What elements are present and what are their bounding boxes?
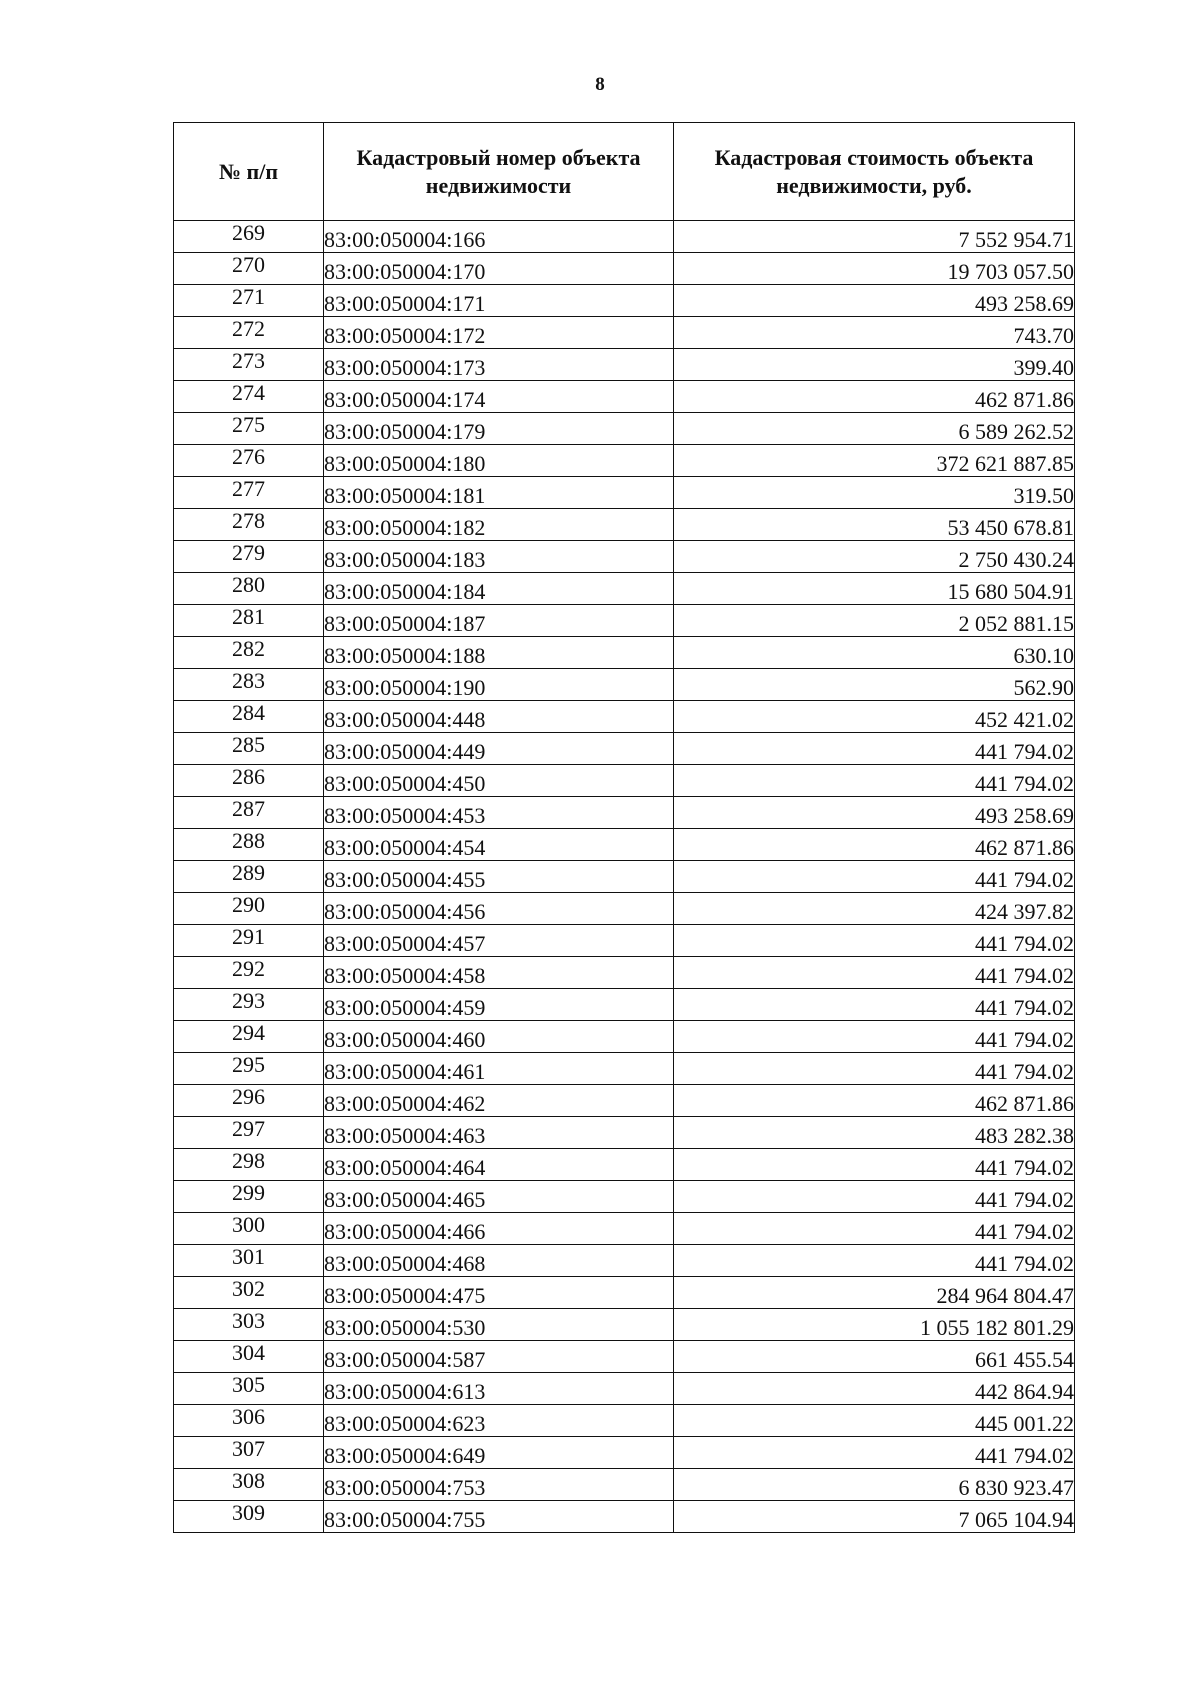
- page-number: 8: [595, 74, 605, 95]
- cadastral-number: 83:00:050004:623: [324, 1405, 674, 1437]
- cadastral-number: 83:00:050004:166: [324, 221, 674, 253]
- row-number: 275: [174, 413, 324, 445]
- cadastral-number: 83:00:050004:188: [324, 637, 674, 669]
- cadastral-number: 83:00:050004:172: [324, 317, 674, 349]
- row-number: 274: [174, 381, 324, 413]
- row-number: 281: [174, 605, 324, 637]
- table-row: [174, 445, 1075, 477]
- cadastral-value: 441 794.02: [674, 765, 1075, 797]
- table-row: [174, 797, 1075, 829]
- row-number: 302: [174, 1277, 324, 1309]
- cadastral-value: 15 680 504.91: [674, 573, 1075, 605]
- cadastral-number: 83:00:050004:183: [324, 541, 674, 573]
- cadastral-value: 1 055 182 801.29: [674, 1309, 1075, 1341]
- cadastral-value: 19 703 057.50: [674, 253, 1075, 285]
- table-row: [174, 733, 1075, 765]
- cadastral-number: 83:00:050004:457: [324, 925, 674, 957]
- cadastral-value: 319.50: [674, 477, 1075, 509]
- cadastral-number: 83:00:050004:181: [324, 477, 674, 509]
- table-row: [174, 1149, 1075, 1181]
- table-row: [174, 349, 1075, 381]
- table-row: [174, 381, 1075, 413]
- cadastral-value: 284 964 804.47: [674, 1277, 1075, 1309]
- table-row: [174, 509, 1075, 541]
- cadastral-value: 424 397.82: [674, 893, 1075, 925]
- row-number: 301: [174, 1245, 324, 1277]
- row-number: 287: [174, 797, 324, 829]
- table-row: [174, 605, 1075, 637]
- cadastral-number: 83:00:050004:530: [324, 1309, 674, 1341]
- cadastral-value: 493 258.69: [674, 797, 1075, 829]
- cadastral-value: 441 794.02: [674, 1437, 1075, 1469]
- header-row: [174, 123, 1075, 221]
- table-row: [174, 1501, 1075, 1533]
- cadastral-number: 83:00:050004:463: [324, 1117, 674, 1149]
- row-number: 273: [174, 349, 324, 381]
- cadastral-number: 83:00:050004:465: [324, 1181, 674, 1213]
- table-row: [174, 701, 1075, 733]
- table-row: [174, 1181, 1075, 1213]
- table-row: [174, 957, 1075, 989]
- cadastral-number: 83:00:050004:187: [324, 605, 674, 637]
- cadastral-number: 83:00:050004:449: [324, 733, 674, 765]
- cadastral-number: 83:00:050004:170: [324, 253, 674, 285]
- cadastral-number: 83:00:050004:179: [324, 413, 674, 445]
- cadastral-value: 441 794.02: [674, 1213, 1075, 1245]
- table-row: [174, 285, 1075, 317]
- cadastral-number: 83:00:050004:453: [324, 797, 674, 829]
- row-number: 309: [174, 1501, 324, 1533]
- table-row: [174, 1341, 1075, 1373]
- cadastral-value: 442 864.94: [674, 1373, 1075, 1405]
- table-row: [174, 861, 1075, 893]
- table-row: [174, 1085, 1075, 1117]
- cadastral-number: 83:00:050004:462: [324, 1085, 674, 1117]
- cadastral-value: 441 794.02: [674, 1021, 1075, 1053]
- table-row: [174, 1117, 1075, 1149]
- cadastral-value: 441 794.02: [674, 861, 1075, 893]
- row-number: 289: [174, 861, 324, 893]
- table-header: [174, 123, 1075, 221]
- cadastral-value: 7 552 954.71: [674, 221, 1075, 253]
- header-row-number: № п/п: [174, 123, 324, 221]
- cadastral-number: 83:00:050004:613: [324, 1373, 674, 1405]
- cadastral-number: 83:00:050004:448: [324, 701, 674, 733]
- row-number: 306: [174, 1405, 324, 1437]
- table-row: [174, 413, 1075, 445]
- table-row: [174, 1245, 1075, 1277]
- cadastral-number: 83:00:050004:461: [324, 1053, 674, 1085]
- row-number: 296: [174, 1085, 324, 1117]
- cadastral-value-table: [173, 122, 1075, 1533]
- row-number: 303: [174, 1309, 324, 1341]
- row-number: 282: [174, 637, 324, 669]
- table-body: [174, 221, 1075, 1533]
- header-cadastral-value: Кадастровая стоимость объекта недвижимости, руб.: [674, 123, 1075, 221]
- table-row: [174, 669, 1075, 701]
- row-number: 308: [174, 1469, 324, 1501]
- row-number: 304: [174, 1341, 324, 1373]
- table-row: [174, 829, 1075, 861]
- row-number: 290: [174, 893, 324, 925]
- cadastral-value: 630.10: [674, 637, 1075, 669]
- cadastral-number: 83:00:050004:649: [324, 1437, 674, 1469]
- cadastral-value: 743.70: [674, 317, 1075, 349]
- cadastral-number: 83:00:050004:587: [324, 1341, 674, 1373]
- table-row: [174, 317, 1075, 349]
- table-row: [174, 989, 1075, 1021]
- cadastral-number: 83:00:050004:174: [324, 381, 674, 413]
- table-row: [174, 1437, 1075, 1469]
- cadastral-value: 441 794.02: [674, 957, 1075, 989]
- table-row: [174, 477, 1075, 509]
- row-number: 276: [174, 445, 324, 477]
- table-row: [174, 1309, 1075, 1341]
- row-number: 277: [174, 477, 324, 509]
- row-number: 294: [174, 1021, 324, 1053]
- cadastral-value: 441 794.02: [674, 733, 1075, 765]
- cadastral-number: 83:00:050004:182: [324, 509, 674, 541]
- cadastral-value: 2 750 430.24: [674, 541, 1075, 573]
- cadastral-value: 462 871.86: [674, 1085, 1075, 1117]
- table-row: [174, 1373, 1075, 1405]
- table-row: [174, 925, 1075, 957]
- row-number: 284: [174, 701, 324, 733]
- row-number: 279: [174, 541, 324, 573]
- cadastral-value: 441 794.02: [674, 1245, 1075, 1277]
- cadastral-number: 83:00:050004:475: [324, 1277, 674, 1309]
- table-row: [174, 1213, 1075, 1245]
- table-row: [174, 1021, 1075, 1053]
- cadastral-number: 83:00:050004:455: [324, 861, 674, 893]
- cadastral-value: 562.90: [674, 669, 1075, 701]
- header-cadastral-number: Кадастровый номер объекта недвижимости: [324, 123, 674, 221]
- cadastral-number: 83:00:050004:454: [324, 829, 674, 861]
- cadastral-number: 83:00:050004:459: [324, 989, 674, 1021]
- row-number: 272: [174, 317, 324, 349]
- row-number: 295: [174, 1053, 324, 1085]
- row-number: 299: [174, 1181, 324, 1213]
- cadastral-value: 452 421.02: [674, 701, 1075, 733]
- row-number: 293: [174, 989, 324, 1021]
- cadastral-value: 441 794.02: [674, 1181, 1075, 1213]
- table-row: [174, 1053, 1075, 1085]
- table-row: [174, 893, 1075, 925]
- row-number: 292: [174, 957, 324, 989]
- cadastral-number: 83:00:050004:753: [324, 1469, 674, 1501]
- cadastral-value: 399.40: [674, 349, 1075, 381]
- cadastral-number: 83:00:050004:464: [324, 1149, 674, 1181]
- cadastral-value: 445 001.22: [674, 1405, 1075, 1437]
- row-number: 307: [174, 1437, 324, 1469]
- cadastral-number: 83:00:050004:468: [324, 1245, 674, 1277]
- row-number: 291: [174, 925, 324, 957]
- cadastral-value: 483 282.38: [674, 1117, 1075, 1149]
- row-number: 270: [174, 253, 324, 285]
- cadastral-value: 2 052 881.15: [674, 605, 1075, 637]
- cadastral-value: 7 065 104.94: [674, 1501, 1075, 1533]
- cadastral-value: 6 830 923.47: [674, 1469, 1075, 1501]
- cadastral-value: 462 871.86: [674, 381, 1075, 413]
- cadastral-number: 83:00:050004:184: [324, 573, 674, 605]
- table-row: [174, 1277, 1075, 1309]
- row-number: 269: [174, 221, 324, 253]
- cadastral-value: 493 258.69: [674, 285, 1075, 317]
- row-number: 288: [174, 829, 324, 861]
- row-number: 285: [174, 733, 324, 765]
- cadastral-value: 6 589 262.52: [674, 413, 1075, 445]
- table-row: [174, 541, 1075, 573]
- cadastral-number: 83:00:050004:173: [324, 349, 674, 381]
- table-row: [174, 765, 1075, 797]
- table-row: [174, 573, 1075, 605]
- cadastral-number: 83:00:050004:466: [324, 1213, 674, 1245]
- row-number: 278: [174, 509, 324, 541]
- table-row: [174, 221, 1075, 253]
- row-number: 298: [174, 1149, 324, 1181]
- cadastral-value: 462 871.86: [674, 829, 1075, 861]
- cadastral-number: 83:00:050004:180: [324, 445, 674, 477]
- cadastral-value: 372 621 887.85: [674, 445, 1075, 477]
- cadastral-number: 83:00:050004:171: [324, 285, 674, 317]
- table-row: [174, 1405, 1075, 1437]
- cadastral-value: 441 794.02: [674, 1149, 1075, 1181]
- row-number: 300: [174, 1213, 324, 1245]
- cadastral-value: 441 794.02: [674, 989, 1075, 1021]
- row-number: 283: [174, 669, 324, 701]
- cadastral-value: 441 794.02: [674, 1053, 1075, 1085]
- table-row: [174, 253, 1075, 285]
- cadastral-number: 83:00:050004:458: [324, 957, 674, 989]
- cadastral-number: 83:00:050004:190: [324, 669, 674, 701]
- row-number: 297: [174, 1117, 324, 1149]
- cadastral-number: 83:00:050004:456: [324, 893, 674, 925]
- row-number: 280: [174, 573, 324, 605]
- row-number: 286: [174, 765, 324, 797]
- row-number: 271: [174, 285, 324, 317]
- cadastral-number: 83:00:050004:755: [324, 1501, 674, 1533]
- cadastral-value: 53 450 678.81: [674, 509, 1075, 541]
- cadastral-value: 661 455.54: [674, 1341, 1075, 1373]
- table-row: [174, 637, 1075, 669]
- table-row: [174, 1469, 1075, 1501]
- cadastral-number: 83:00:050004:450: [324, 765, 674, 797]
- row-number: 305: [174, 1373, 324, 1405]
- cadastral-number: 83:00:050004:460: [324, 1021, 674, 1053]
- cadastral-value: 441 794.02: [674, 925, 1075, 957]
